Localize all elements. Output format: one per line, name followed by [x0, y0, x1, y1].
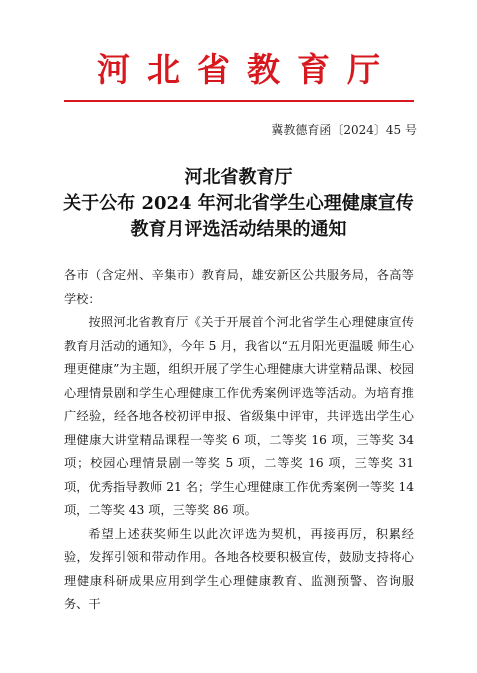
body-paragraph-2: 希望上述获奖师生以此次评选为契机，再接再厉，积累经验，发挥引领和带动作用。各地各校要积极宣传，鼓励支持将心理健康科研成果应用到学生心理健康教育、监测预警、咨询服务、干: [64, 526, 414, 611]
title-line-1: 河北省教育厅: [184, 167, 293, 188]
title-line-2: 关于公布 2024 年河北省学生心理健康宣传: [63, 193, 414, 214]
agency-header: 河北省教育厅: [97, 50, 397, 89]
body-paragraph-1: 按照河北省教育厅《关于开展首个河北省学生心理健康宣传教育月活动的通知》，今年 5 月，我省以“五月阳光更温暖 师生心理更健康”为主题，组织开展了学生心理健康大讲堂精品课、校园心理情景剧和学生心理健康工作优秀案例评选等活动。为培育推广经验，经各地各校初评申报、省级集中评审，共评选出学生心理健康大讲堂精品课程一等奖 6 项，二等奖 16 项，三等奖 34 项；校园心理情景剧一等奖 5 项，二等奖 16 项，三等奖 31 项，优秀指导教师 21 名；学生心理健康工作优秀案例一等奖 14 项，二等奖 43 项，三等奖 86 项。: [64, 315, 414, 517]
document-number: 冀教德育函〔2024〕45 号: [271, 123, 417, 137]
salutation: 各市（含定州、辛集市）教育局，雄安新区公共服务局，各高等学校：: [64, 268, 414, 306]
title-line-3: 教育月评选活动结果的通知: [130, 219, 347, 240]
document-body: [64, 264, 414, 617]
header-red-rule: [64, 100, 414, 102]
document-title: [0, 165, 477, 243]
